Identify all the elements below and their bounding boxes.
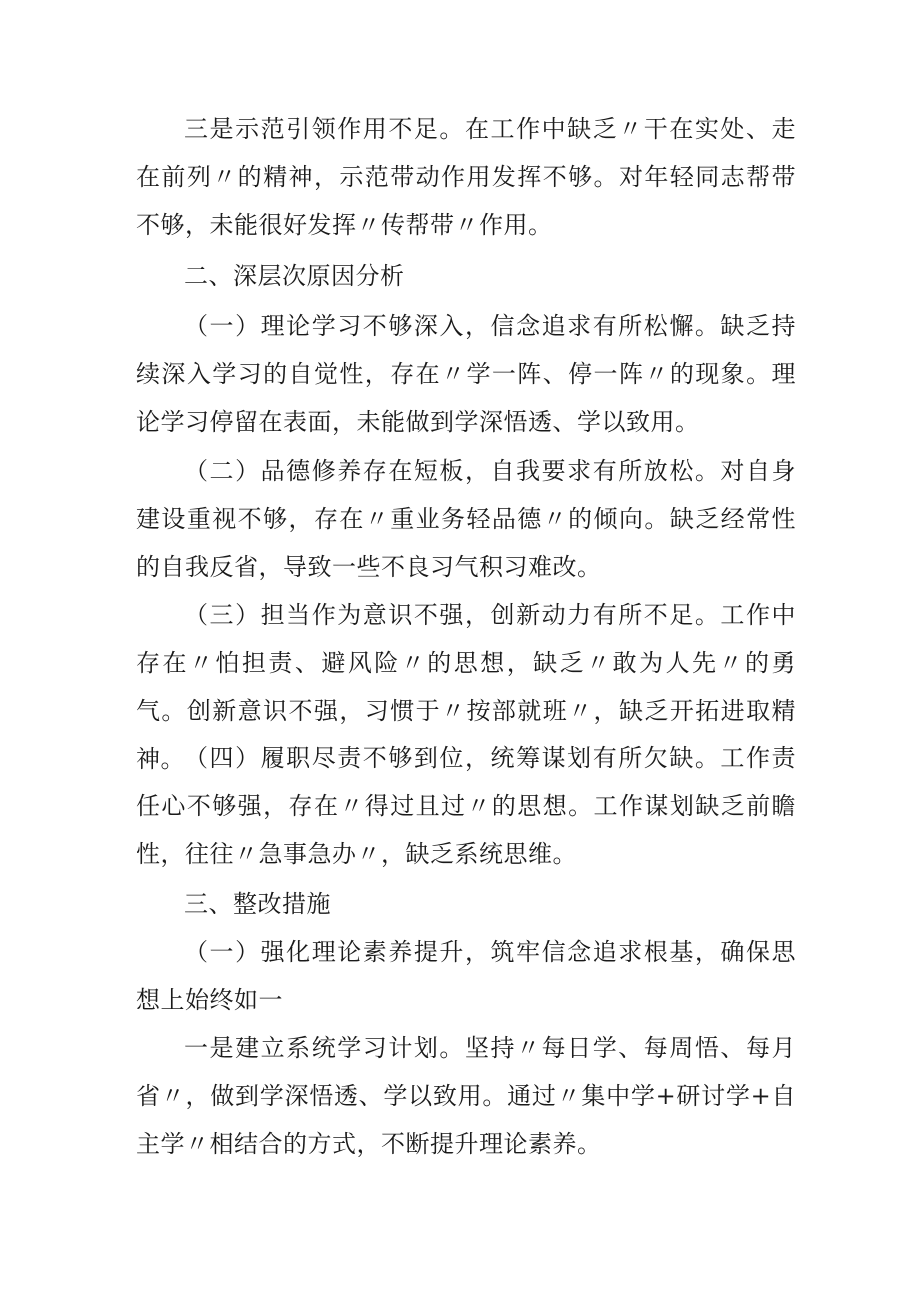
paragraph-responsibility-innovation: （三）担当作为意识不强，创新动力有所不足。工作中存在〃怕担责、避风险〃的思想，缺乏〃敢为人先〃的勇气。创新意识不强，习惯于〃按部就班〃，缺乏开拓进取精神。: [136, 601, 796, 773]
paragraph-theory-improvement: （一）强化理论素养提升，筑牢信念追求根基，确保思想上始终如一: [136, 938, 796, 1014]
paragraph-demonstration-role: 三是示范引领作用不足。在工作中缺乏〃干在实处、走在前列〃的精神，示范带动作用发挥不够。对年轻同志帮带不够，未能很好发挥〃传帮带〃作用。: [136, 115, 796, 239]
paragraph-study-plan: 一是建立系统学习计划。坚持〃每日学、每周悟、每月省〃，做到学深悟透、学以致用。通过〃集中学+研讨学+自主学〃相结合的方式，不断提升理论素养。: [136, 1034, 796, 1158]
paragraph-moral-cultivation: （二）品德修养存在短板，自我要求有所放松。对自身建设重视不够，存在〃重业务轻品德〃的倾向。缺乏经常性的自我反省，导致一些不良习气积习难改。: [136, 457, 796, 581]
section-heading-rectification: 三、整改措施: [184, 890, 331, 918]
section-heading-root-cause: 二、深层次原因分析: [184, 262, 405, 290]
paragraph-duty-performance: （四）履职尽责不够到位，统筹谋划有所欠缺。工作责任心不够强，存在〃得过且过〃的思想。工作谋划缺乏前瞻性，往往〃急事急办〃，缺乏系统思维。: [136, 744, 796, 868]
paragraph-theory-study: （一）理论学习不够深入，信念追求有所松懈。缺乏持续深入学习的自觉性，存在〃学一阵、停一阵〃的现象。理论学习停留在表面，未能做到学深悟透、学以致用。: [136, 312, 796, 436]
